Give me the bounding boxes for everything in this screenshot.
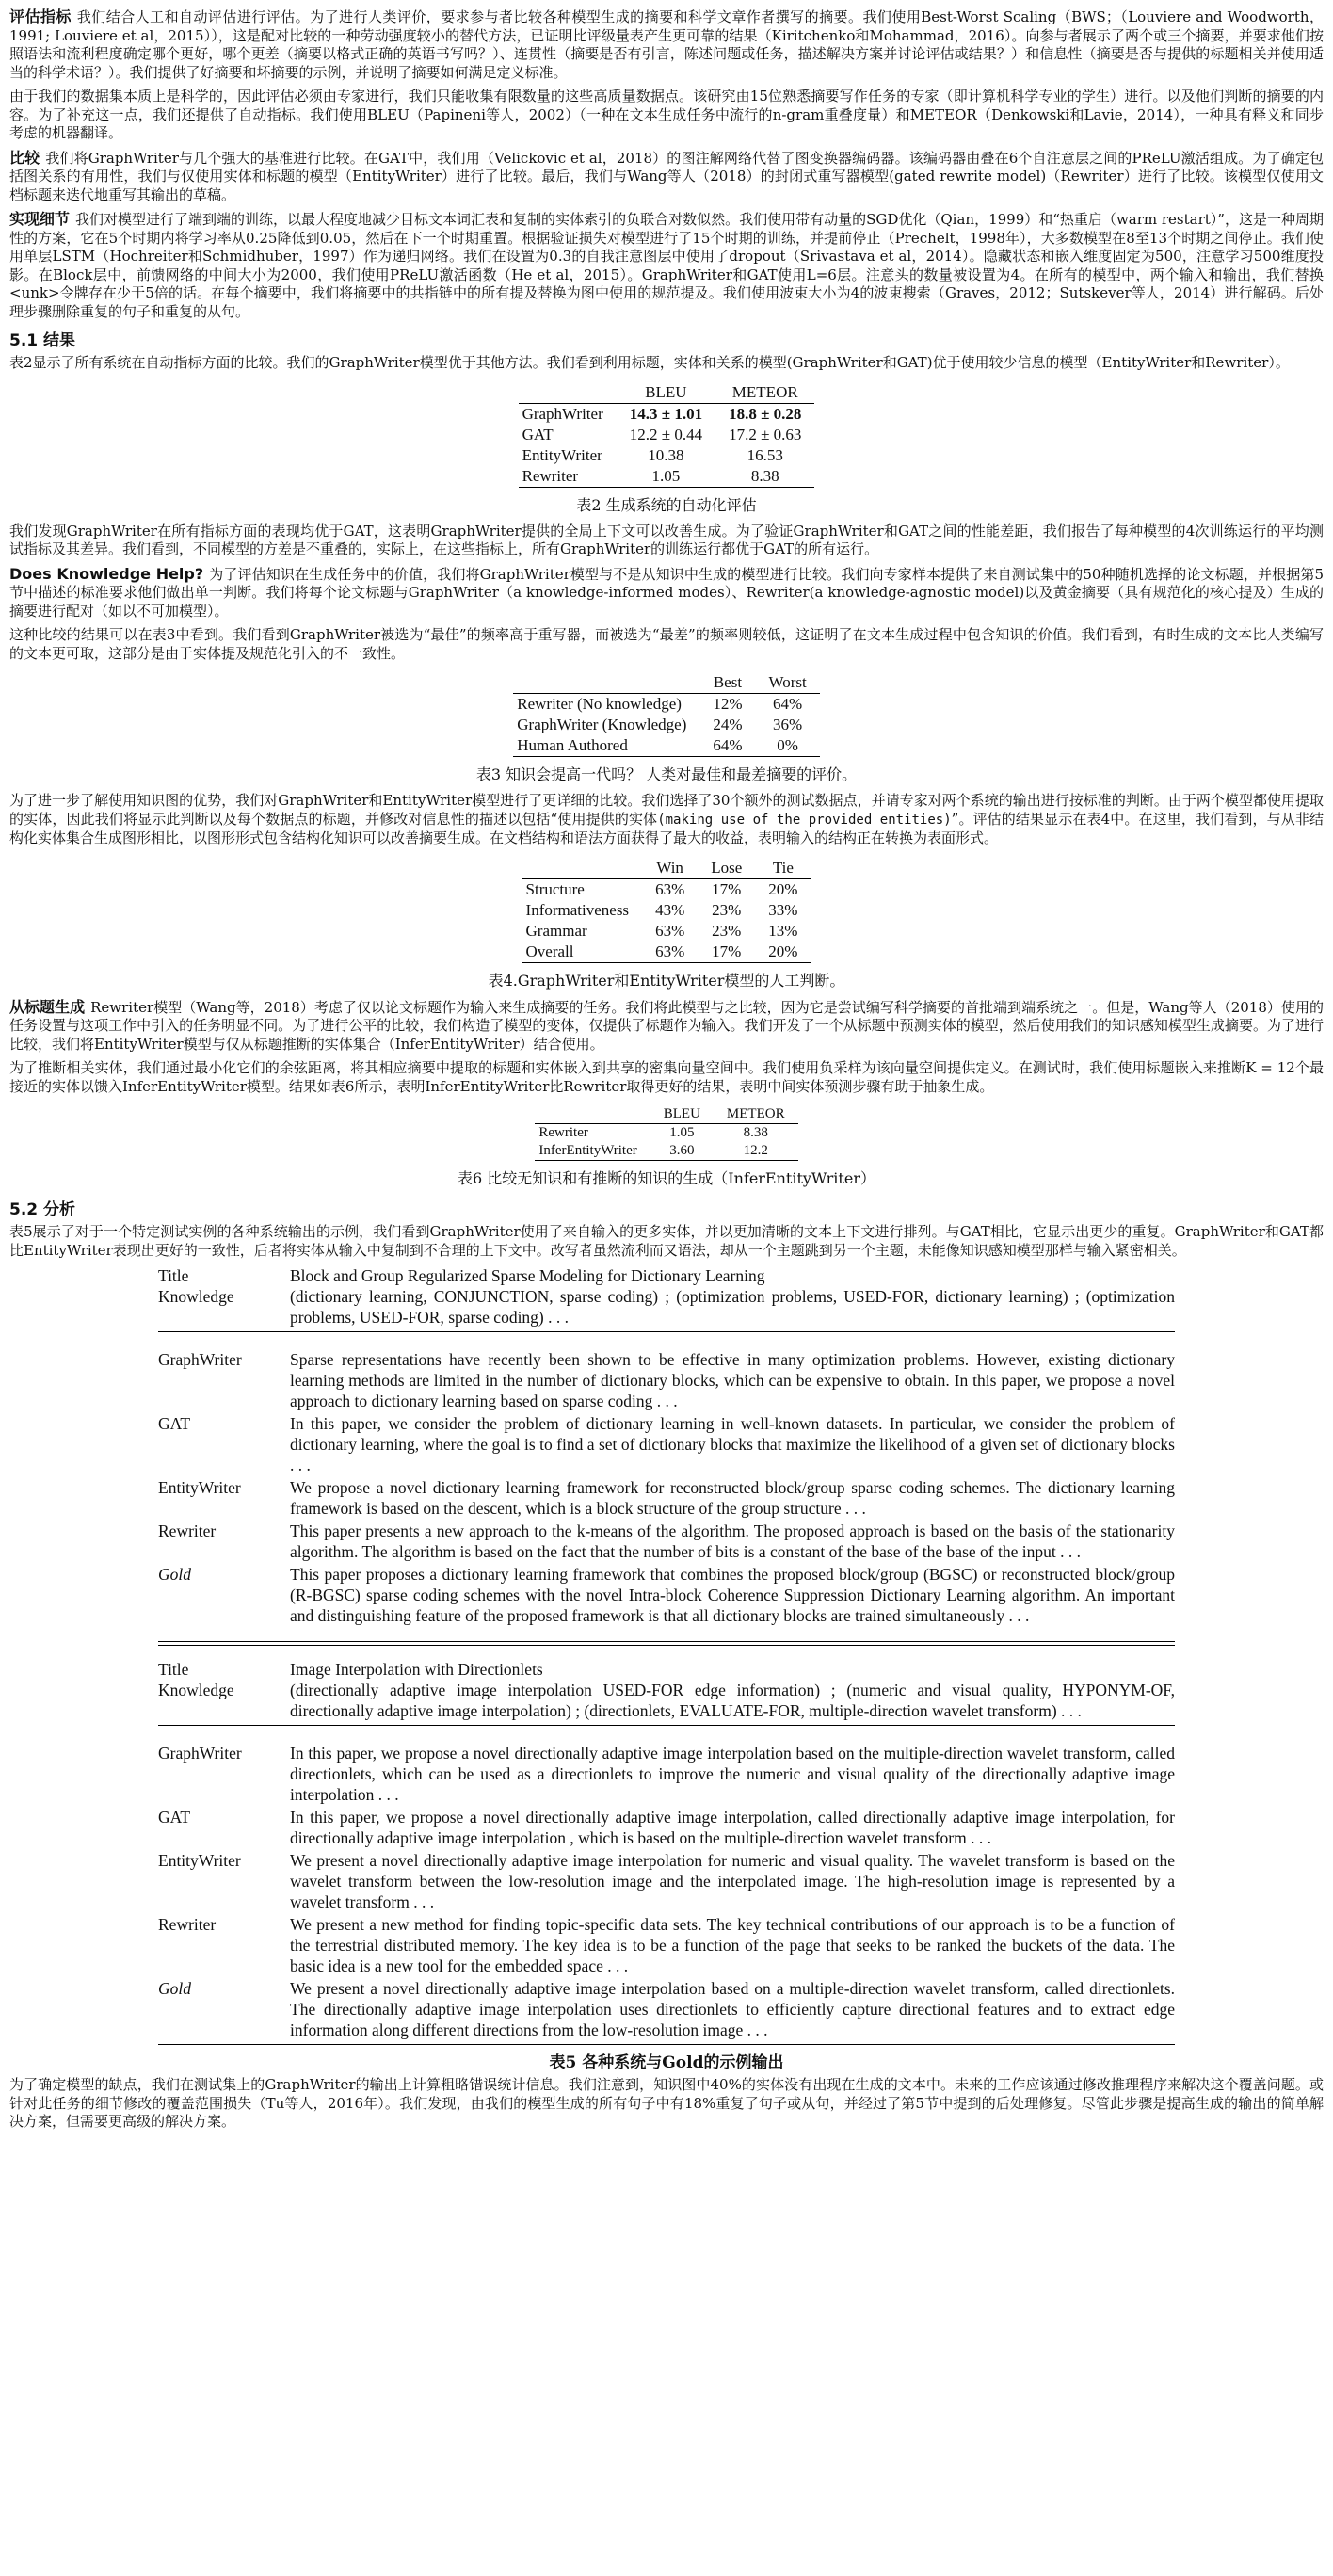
system-label: EntityWriter — [158, 1478, 241, 1497]
title-gen-paragraph-2: 为了推断相关实体，我们通过最小化它们的余弦距离，将其相应摘要中提取的标题和实体嵌入到共享的密集向量空间中。我们使用负采样为该向量空间提供定义。在测试时，我们使用标题嵌入来推断K = 12个最接近的实体以馈入InferEntityWriter模型。结果如表6所示，表明InferEntityWriter比Rewriter取得更好的结果，表明中间实体预测步骤有助于抽象生成。 — [9, 1059, 1324, 1095]
table-cell: 16.53 — [747, 445, 783, 464]
section-5-2-title: 5.2 分析 — [9, 1200, 76, 1219]
example-separator — [158, 1641, 1175, 1646]
table-header: Lose — [711, 858, 743, 877]
table-5-caption: 表5 各种系统与Gold的示例输出 — [549, 2053, 784, 2072]
example-output-row — [158, 1349, 1175, 1411]
compare-lead: 比较 — [9, 148, 40, 167]
analysis-paragraph: 表5展示了对于一个特定测试实例的各种系统输出的示例，我们看到GraphWriter使用了来自输入的更多实体，并以更加清晰的文本上下文进行排列。与GAT相比，它显示出更少的重复。GraphWriter和GAT都比EntityWriter表现出更好的一致性，后者将实体从输入中复制到不合理的上下文中。改写者虽然流利而又语法，却从一个主题跳到另一个主题，未能像知识感知模型那样与输入紧密相关。 — [9, 1223, 1324, 1259]
table-cell: Rewriter — [522, 466, 579, 485]
system-output: This paper proposes a dictionary learning framework that combines the proposed block/group (BGSC) or reconstructed block/group (R-BGSC) sparse coding schemes with the novel Intra-block Coherence Suppression Dictionary Learning algorithm. An important and distinguishing feature of the proposed framework is that all dictionary blocks are trained simultaneously . . . — [290, 1565, 1175, 1625]
paper-page — [9, 8, 1324, 2137]
table-cell: Rewriter — [538, 1125, 588, 1140]
table-cell: 20% — [768, 942, 798, 960]
table-row — [513, 694, 819, 716]
table-cell: 1.05 — [651, 466, 681, 485]
example-output-row — [158, 1914, 1175, 1976]
system-output: We present a new method for finding topic-specific data sets. The key technical contributions of our approach is to be a function of the terrestrial distributed memory. The key idea is to be a function of the page that seeks to be ranked the buckets of the data. The basic idea is a new tool for the embedded space . . . — [290, 1915, 1175, 1975]
table-6-caption: 表6 比较无知识和有推断的知识的生成（InferEntityWriter） — [458, 1169, 875, 1187]
table-cell: 63% — [655, 879, 685, 898]
example-knowledge-row — [158, 1680, 1175, 1721]
example-knowledge: (directionally adaptive image interpolation USED-FOR edge information) ; (numeric and visual quality, HYPONYM-OF, directionally adaptive image interpolation) ; (directionlets, EVALUATE-FOR, multiple-direction wavelet transform) . . . — [290, 1681, 1175, 1720]
section-5-1-title: 5.1 结果 — [9, 331, 76, 350]
after-table-2-paragraph: 我们发现GraphWriter在所有指标方面的表现均优于GAT，这表明GraphWriter提供的全局上下文可以改善生成。为了验证GraphWriter和GAT之间的性能差距，我们报告了每种模型的4次训练运行的平均测试指标及其差异。我们看到，不同模型的方差是不重叠的，实际上，在这些指标上，所有GraphWriter的训练运行都优于GAT的所有运行。 — [9, 522, 1324, 557]
table-row — [519, 425, 815, 445]
table-cell: 24% — [713, 716, 743, 733]
table-cell: 17.2 ± 0.63 — [729, 425, 802, 443]
table-cell: GraphWriter — [522, 404, 603, 423]
system-output: In this paper, we propose a novel directionally adaptive image interpolation, called directionally adaptive image interpolation, for directionally adaptive image interpolation , which is based on the multiple-direction wavelet transform . . . — [290, 1808, 1175, 1847]
table-cell: 12.2 ± 0.44 — [629, 425, 703, 443]
table-row — [522, 942, 811, 963]
table-cell: 33% — [768, 900, 798, 919]
after-table-3-text-1: 为了进一步了解使用知识图的优势，我们对GraphWriter和EntityWriter模型进行了更详细的比较。我们选择了30个额外的测试数据点，并请专家对两个系统的输出进行按标准的判断。由于两个模型都使用提取的实体，因此我们将显示此判断以及每个数据点的标题，并修改对信息性的描述以包括“使用提供的实体 — [9, 792, 1324, 828]
example-title-row — [158, 1659, 1175, 1680]
table-cell: GAT — [522, 425, 554, 443]
knowledge-lead: Does Knowledge Help? — [9, 564, 204, 583]
system-label: Gold — [158, 1565, 191, 1584]
example-title-label: Title — [158, 1660, 189, 1679]
system-label: Rewriter — [158, 1915, 217, 1934]
table-cell: 36% — [773, 716, 803, 733]
table-cell: Rewriter (No knowledge) — [517, 695, 682, 713]
after-table-3-mono: (making use of the provided entities) — [657, 812, 952, 828]
title-gen-lead: 从标题生成 — [9, 997, 86, 1016]
table-row — [519, 445, 815, 466]
system-label: Rewriter — [158, 1521, 217, 1540]
table-header: METEOR — [731, 382, 798, 401]
table-cell: 63% — [655, 921, 685, 940]
table-cell: 14.3 ± 1.01 — [629, 404, 703, 423]
table-row — [522, 921, 811, 942]
table-3 — [513, 672, 819, 757]
example-output-row — [158, 1807, 1175, 1848]
table-cell: 20% — [768, 879, 798, 898]
table-row — [535, 1124, 797, 1143]
table-cell: 8.38 — [743, 1125, 768, 1140]
table-4 — [522, 858, 811, 963]
table-cell: GraphWriter (Knowledge) — [517, 716, 687, 733]
example-title: Image Interpolation with Directionlets — [290, 1660, 543, 1679]
system-label: EntityWriter — [158, 1851, 241, 1870]
example-output-row — [158, 1978, 1175, 2040]
example-output-row — [158, 1477, 1175, 1519]
table-cell: 13% — [768, 921, 798, 940]
after-table-3-paragraph — [9, 792, 1324, 848]
example-title: Block and Group Regularized Sparse Modeling for Dictionary Learning — [290, 1266, 765, 1285]
example-title-label: Title — [158, 1266, 189, 1285]
example-knowledge-label: Knowledge — [158, 1681, 234, 1699]
table-cell: EntityWriter — [522, 445, 602, 464]
table-cell: Overall — [525, 942, 574, 960]
table-6 — [535, 1105, 797, 1161]
table-cell: 8.38 — [750, 466, 779, 485]
example-1-header — [158, 1265, 1175, 1332]
example-output-row — [158, 1564, 1175, 1626]
table-header: METEOR — [726, 1106, 785, 1121]
table-cell: 17% — [712, 942, 742, 960]
compare-paragraph — [9, 149, 1324, 205]
table-cell: 17% — [712, 879, 742, 898]
table-cell: 23% — [712, 921, 742, 940]
table-cell: 64% — [713, 736, 743, 754]
table-5-examples — [158, 1265, 1175, 2045]
eval-paragraph — [9, 8, 1324, 82]
table-row — [535, 1142, 797, 1161]
system-output: This paper presents a new approach to the k-means of the algorithm. The proposed approach is based on the basis of the stationarity algorithm. The algorithm is based on the fact that the number of bits is a constant of the base of the base of the input . . . — [290, 1521, 1175, 1561]
system-output: We propose a novel dictionary learning framework for reconstructed block/group sparse coding schemes. The dictionary learning framework is based on the descent, which is a block structure of the group structure . . . — [290, 1478, 1175, 1518]
table-cell: Structure — [525, 879, 585, 898]
eval-lead: 评估指标 — [9, 8, 72, 25]
table-cell: 0% — [777, 736, 798, 754]
table-header: Tie — [772, 858, 794, 877]
system-label: GAT — [158, 1414, 191, 1433]
system-output: In this paper, we propose a novel directionally adaptive image interpolation based on the multiple-direction wavelet transform, called directionlets, which can be used as a directionlets to improve the numeric and visual quality of the directionally adaptive image interpolation . . . — [290, 1744, 1175, 1804]
table-row — [519, 466, 815, 488]
table-cell: Human Authored — [517, 736, 628, 754]
table-header — [535, 1105, 650, 1124]
system-label: Gold — [158, 1979, 191, 1998]
table-cell: 18.8 ± 0.28 — [729, 404, 802, 423]
table-cell: 64% — [773, 695, 803, 713]
example-knowledge: (dictionary learning, CONJUNCTION, sparse coding) ; (optimization problems, USED-FOR, dictionary learning) ; (optimization problems, USED-FOR, sparse coding) . . . — [290, 1287, 1175, 1327]
table-header: BLEU — [663, 1106, 700, 1121]
system-output: Sparse representations have recently been shown to be effective in many optimization problems. However, existing dictionary learning methods are limited in the number of dictionary blocks, which can be expensive to obtain. In this paper, we propose a novel approach to dictionary learning based on sparse coding . . . — [290, 1350, 1175, 1410]
table-header — [519, 382, 617, 404]
eval-paragraph-2: 由于我们的数据集本质上是科学的，因此评估必须由专家进行，我们只能收集有限数量的这些高质量数据点。该研究由15位熟悉摘要写作任务的专家（即计算机科学专业的学生）进行。以及他们判断的摘要的内容。为了补充这一点，我们还提供了自动指标。我们使用BLEU（Papineni等人，2002）（一种在文本生成任务中流行的n-gram重叠度量）和METEOR（Denkowski和Lavie，2014），一种具有释义和同步考虑的机器翻译。 — [9, 88, 1324, 141]
knowledge-paragraph-2: 这种比较的结果可以在表3中看到。我们看到GraphWriter被选为“最佳”的频率高于重写器，而被选为“最差”的频率则较低，这证明了在文本生成过程中包含知识的价值。我们看到，有时生成的文本比人类编写的文本更可取，这部分是由于实体提及规范化引入的不一致性。 — [9, 626, 1324, 662]
example-2-header — [158, 1659, 1175, 1726]
system-label: GAT — [158, 1808, 191, 1827]
after-table-3-text-2: ”。评估的结果显示在表4中。在这里，我们看到，与从非结构化实体集合生成图形相比，以图形形式包含结构化知识可以改善摘要生成。在文档结构和语法方面获得了最大的收益，表明输入的结构正在转换为表面形式。 — [9, 810, 1324, 846]
system-output: We present a novel directionally adaptive image interpolation for numeric and visual quality. The wavelet transform is based on the wavelet transform between the low-resolution image and the interpolated image. The high-resolution image is represented by a wavelet transform . . . — [290, 1851, 1175, 1911]
knowledge-text: 为了评估知识在生成任务中的价值，我们将GraphWriter模型与不是从知识中生成的模型进行比较。我们向专家样本提供了来自测试集中的50种随机选择的论文标题，并根据第5节中描述的标准要求他们做出单一判断。我们将每个论文标题与GraphWriter（a knowledge-informed modes）、Rewriter(a knowledge-agnostic model)以及黄金摘要（具有规范化的核心提及）生成的摘要进行配对（如以不可加模型）。 — [9, 565, 1324, 620]
table-4-caption: 表4.GraphWriter和EntityWriter模型的人工判断。 — [488, 971, 845, 990]
system-output: We present a novel directionally adaptive image interpolation based on a multiple-direction wavelet transform, called directionlets. The directionally adaptive image interpolation uses directionlets to efficiently capture directional features and to extract edge information along different directions from the low-resolution image . . . — [290, 1979, 1175, 2039]
table-cell: 63% — [655, 942, 685, 960]
example-knowledge-row — [158, 1286, 1175, 1328]
table-3-caption: 表3 知识会提高一代吗？ 人类对最佳和最差摘要的评价。 — [475, 765, 858, 783]
knowledge-paragraph — [9, 565, 1324, 621]
table-row — [513, 735, 819, 757]
table-header — [513, 672, 699, 694]
impl-paragraph — [9, 210, 1324, 321]
table-row — [522, 878, 811, 900]
table-2-caption: 表2 生成系统的自动化评估 — [576, 495, 757, 514]
table-header — [522, 858, 643, 879]
table-cell: InferEntityWriter — [538, 1143, 637, 1158]
table-cell: 10.38 — [648, 445, 684, 464]
impl-lead: 实现细节 — [9, 210, 71, 228]
eval-text: 我们结合人工和自动评估进行评估。为了进行人类评价，要求参与者比较各种模型生成的摘要和科学文章作者撰写的摘要。我们使用Best-Worst Scaling（BWS；（Louviere and Woodworth，1991; Louviere et al，2015）），这是配对比较的一种劳动强度较小的替代方法，已证明比评级量表产生更可靠的结果（Kiritchenko和Mohammad，2016）。向参与者展示了两个或三个摘要，并要求他们按照语法和流利程度确定哪个更好，哪个更差（摘要以格式正确的英语书写吗？）、连贯性（摘要是否有引言，陈述问题或任务，描述解决方案并讨论评估或结果？）和信息性（摘要是否与提供的标题相关并使用适当的科学术语？）。我们提供了好摘要和坏摘要的示例，并说明了摘要如何满足定义标准。 — [9, 8, 1324, 81]
example-title-row — [158, 1265, 1175, 1286]
table-header: Win — [656, 858, 683, 877]
example-output-row — [158, 1521, 1175, 1562]
title-gen-text: Rewriter模型（Wang等，2018）考虑了仅以论文标题作为输入来生成摘要的任务。我们将此模型与之比较，因为它是尝试编写科学摘要的首批端到端系统之一。但是，Wang等人（2018）使用的任务设置与这项工作中引入的任务明显不同。为了进行公平的比较，我们构造了模型的变体，仅提供了标题作为输入。我们开发了一个从标题中预测实体的模型，然后使用我们的知识感知模型生成摘要。为了进行比较，我们将EntityWriter模型与仅从标题推断的实体集合（InferEntityWriter）结合使用。 — [9, 998, 1324, 1053]
table-row — [522, 900, 811, 921]
system-label: GraphWriter — [158, 1350, 242, 1369]
table-cell: 23% — [712, 900, 742, 919]
final-paragraph: 为了确定模型的缺点，我们在测试集上的GraphWriter的输出上计算粗略错误统计信息。我们注意到，知识图中40%的实体没有出现在生成的文本中。未来的工作应该通过修改推理程序来解决这个覆盖问题。或针对此任务的细节修改的覆盖范围损失（Tu等人，2016年）。我们发现，由我们的模型生成的所有句子中有18%重复了句子或从句，并经过了第5节中提到的后处理修复。尽管此步骤是提高生成的输出的简单解决方案，但需要更高级的解决方案。 — [9, 2076, 1324, 2130]
example-output-row — [158, 1413, 1175, 1475]
example-knowledge-label: Knowledge — [158, 1287, 234, 1306]
system-label: GraphWriter — [158, 1744, 242, 1763]
table-2 — [519, 382, 815, 488]
example-output-row — [158, 1850, 1175, 1912]
table-cell: 1.05 — [669, 1125, 695, 1140]
results-intro: 表2显示了所有系统在自动指标方面的比较。我们的GraphWriter模型优于其他方法。我们看到利用标题，实体和关系的模型(GraphWriter和GAT)优于使用较少信息的模型（EntityWriter和Rewriter）。 — [9, 354, 1290, 371]
compare-text: 我们将GraphWriter与几个强大的基准进行比较。在GAT中，我们用（Velickovic et al，2018）的图注解网络代替了图变换器编码器。该编码器由叠在6个自注意层之间的PReLU激活组成。为了确定包括图关系的有用性，我们与仅使用实体和标题的模型（EntityWriter）进行了比较。最后，我们与Wang等人（2018）的封闭式重写器模型(gated rewrite model)（Rewriter）进行了比较。该模型仅使用文档标题来迭代地重写其输出的草稿。 — [9, 149, 1324, 203]
title-gen-paragraph — [9, 998, 1324, 1055]
table-cell: 3.60 — [669, 1143, 695, 1158]
table-cell: 43% — [655, 900, 685, 919]
table-cell: Grammar — [525, 921, 587, 940]
impl-text: 我们对模型进行了端到端的训练，以最大程度地减少目标文本词汇表和复制的实体索引的负联合对数似然。我们使用带有动量的SGD优化（Qian，1999）和“热重启（warm restart）”，这是一种周期性的方案，它在5个时期内将学习率从0.25降低到0.05，然后在下一个时期重置。根据验证损失对模型进行了15个时期的训练，并提前停止（Prechelt，1998年），大多数模型在8至13个时期之间停止。我们使用单层LSTM（Hochreiter和Schmidhuber，1997）作为递归网络。我们在设置为0.3的自我注意图层中使用了dropout（Srivastava et al，2014）。隐藏状态和嵌入维度固定为500，注意学习500维度投影。在Block层中，前馈网络的中间大小为2000，我们使用PReLU激活函数（He et al，2015）。GraphWriter和GAT使用L=6层。注意头的数量被设置为4。在所有的模型中，两个输入和输出，我们替换<unk>令牌存在少于5倍的话。在每个摘要中，我们将摘要中的共指链中的所有提及替换为图中使用的规范提及。我们使用波束大小为4的波束搜索（Graves，2012；Sutskever等人，2014）进行解码。后处理步骤删除重复的句子和重复的从句。 — [9, 211, 1324, 320]
table-row — [513, 715, 819, 735]
table-cell: 12.2 — [743, 1143, 768, 1158]
example-output-row — [158, 1743, 1175, 1805]
table-header: Worst — [768, 673, 807, 691]
table-row — [519, 403, 815, 425]
table-cell: Informativeness — [525, 900, 630, 919]
system-output: In this paper, we consider the problem of dictionary learning in well-known datasets. In particular, we consider the problem of dictionary learning, where the goal is to find a set of dictionary blocks that maximize the likelihood of a given set of dictionary blocks . . . — [290, 1414, 1175, 1474]
table-header: BLEU — [645, 382, 687, 401]
example-end-rule — [158, 2044, 1175, 2045]
table-cell: 12% — [713, 695, 743, 713]
table-header: Best — [713, 673, 743, 691]
